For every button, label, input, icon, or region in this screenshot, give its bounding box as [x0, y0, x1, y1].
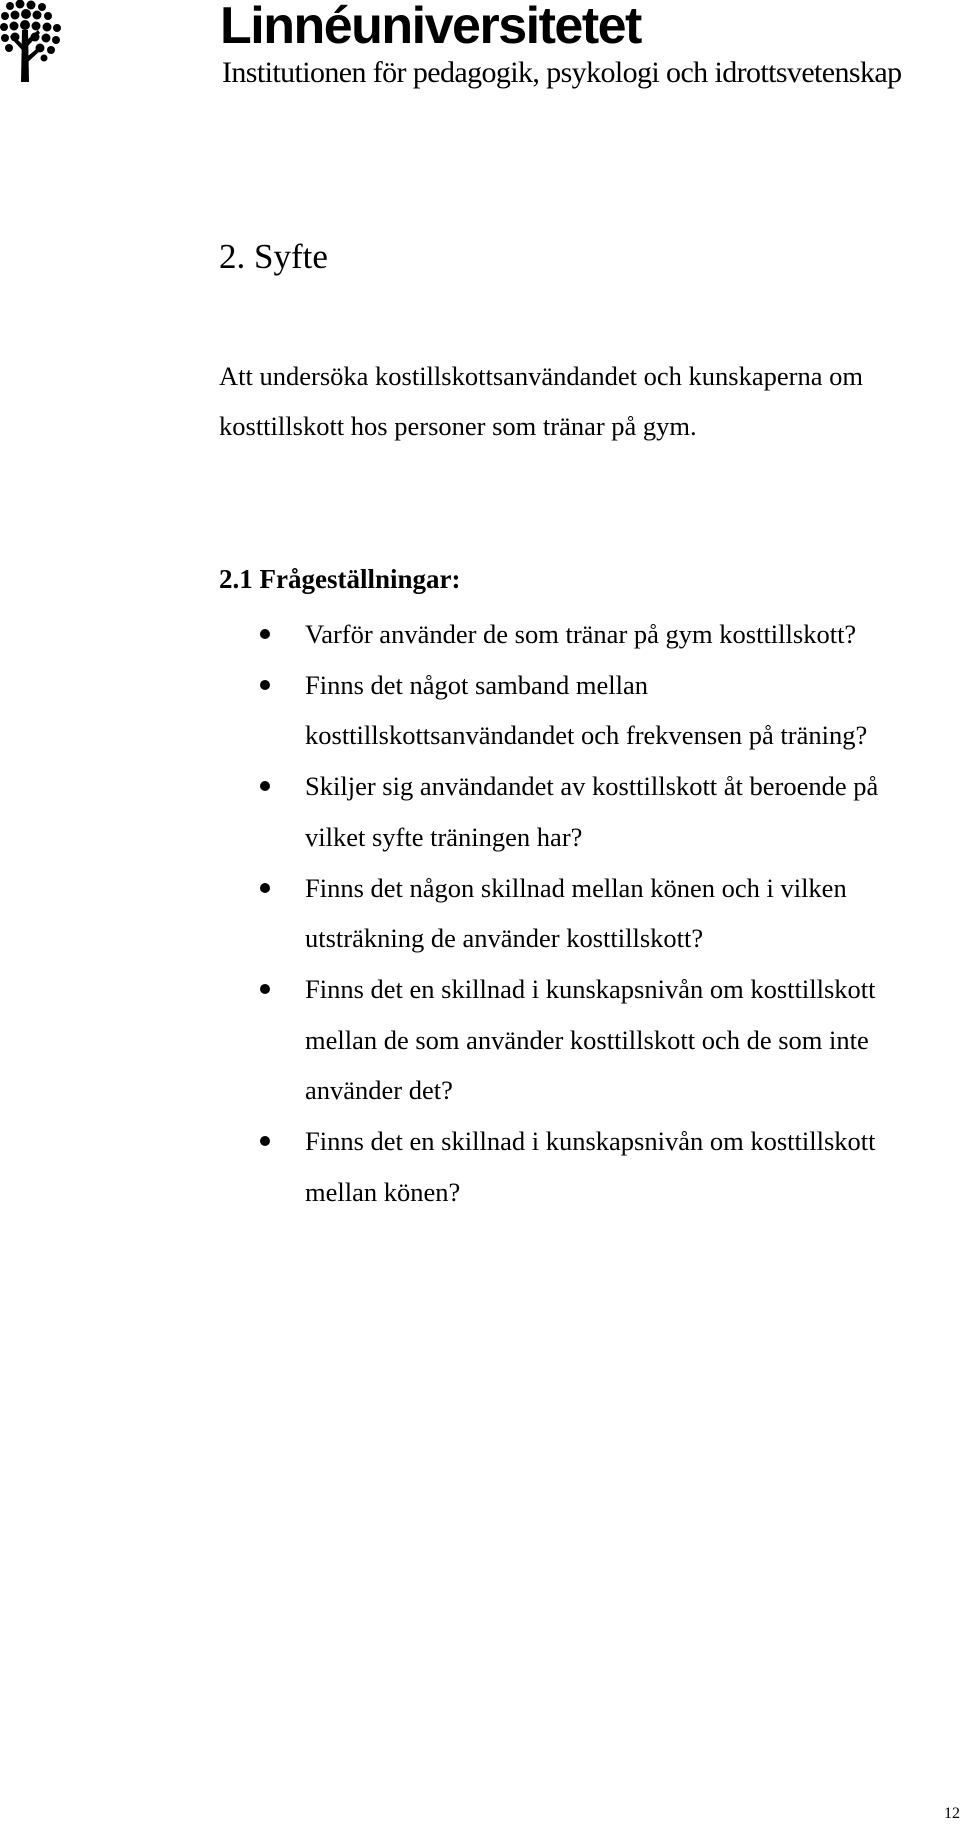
tree-logo-icon — [0, 0, 64, 86]
question-line: Varför använder de som tränar på gym kosttillskott? — [305, 619, 857, 649]
question-line: vilket syfte träningen har? — [305, 821, 583, 852]
purpose-line: kosttillskott hos personer som tränar på gym. — [219, 411, 697, 441]
bullet-icon — [260, 883, 270, 893]
question-line: Finns det något samband mellan — [305, 669, 648, 700]
bullet-icon — [260, 1136, 270, 1146]
list-item — [219, 761, 939, 862]
page-header — [0, 0, 960, 100]
page-number — [0, 1804, 960, 1824]
bullet-icon — [260, 629, 270, 639]
list-item — [219, 863, 939, 964]
question-line: utsträkning de använder kosttillskott? — [305, 923, 704, 954]
page-number-text: 12 — [944, 1805, 960, 1822]
question-line: använder det? — [305, 1075, 453, 1106]
brand-name: Linnéuniversitetet — [220, 0, 641, 55]
department-name: Institutionen för pedagogik, psykologi och idrottsvetenskap — [222, 56, 902, 89]
list-item — [219, 660, 939, 761]
list-item — [219, 609, 939, 660]
section-title: 2. Syfte — [219, 237, 328, 276]
purpose-paragraph — [219, 351, 939, 451]
question-line: Finns det en skillnad i kunskapsnivån om kosttillskott — [305, 1126, 876, 1157]
question-line: Finns det en skillnad i kunskapsnivån om kosttillskott — [305, 973, 876, 1004]
list-item — [219, 1116, 939, 1217]
questions-heading: 2.1 Frågeställningar: — [219, 564, 461, 594]
question-line: kosttillskottsanvändandet och frekvensen på träning? — [305, 720, 868, 751]
question-line: Skiljer sig användandet av kosttillskott åt beroende på — [305, 771, 879, 802]
purpose-line: Att undersöka kostillskottsanvändandet och kunskaperna om — [219, 361, 863, 391]
question-line: Finns det någon skillnad mellan könen och i vilken — [305, 872, 847, 903]
question-line: mellan könen? — [305, 1176, 461, 1207]
list-item — [219, 964, 939, 1116]
bullet-icon — [260, 984, 270, 994]
bullet-icon — [260, 680, 270, 690]
question-line: mellan de som använder kosttillskott och de som inte — [305, 1024, 869, 1055]
bullet-icon — [260, 781, 270, 791]
questions-list — [219, 609, 939, 1217]
